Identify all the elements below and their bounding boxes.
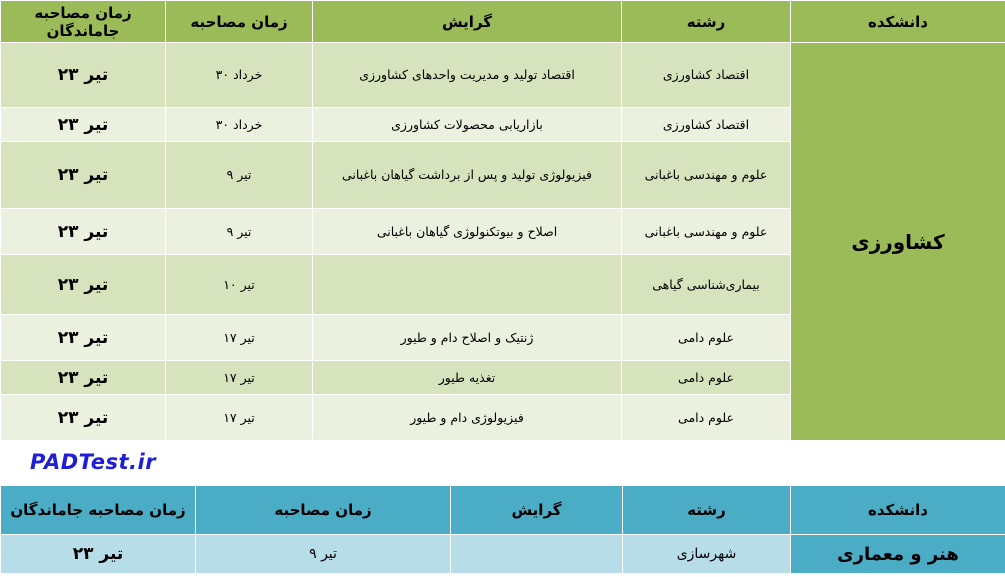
remaining-cell: ۲۳ تیر	[1, 535, 196, 574]
specialization-cell: اصلاح و بیوتکنولوژی گیاهان باغبانی	[313, 209, 622, 255]
faculty-cell: کشاورزی	[791, 43, 1005, 441]
remaining-cell: ۲۳ تیر	[1, 395, 166, 441]
header-remaining-interview: زمان مصاحبه جاماندگان	[1, 486, 196, 535]
specialization-cell: اقتصاد تولید و مدیریت واحدهای کشاورزی	[313, 43, 622, 108]
header-faculty: دانشکده	[791, 1, 1005, 43]
remaining-cell: ۲۳ تیر	[1, 361, 166, 395]
remaining-cell: ۲۳ تیر	[1, 209, 166, 255]
field-cell: علوم دامی	[622, 361, 791, 395]
interview-cell: ۱۷ تیر	[166, 315, 313, 361]
header-specialization: گرایش	[313, 1, 622, 43]
remaining-cell: ۲۳ تیر	[1, 108, 166, 142]
specialization-cell	[451, 535, 623, 574]
header-faculty: دانشکده	[791, 486, 1005, 535]
header-interview-time: زمان مصاحبه	[196, 486, 451, 535]
remaining-cell: ۲۳ تیر	[1, 142, 166, 209]
table-header-row	[1, 486, 1005, 535]
table-row	[1, 43, 1005, 108]
interview-cell: ۳۰ خرداد	[166, 43, 313, 108]
header-specialization: گرایش	[451, 486, 623, 535]
interview-cell: ۹ تیر	[166, 142, 313, 209]
field-cell: علوم دامی	[622, 395, 791, 441]
specialization-cell: بازاریابی محصولات کشاورزی	[313, 108, 622, 142]
field-cell: اقتصاد کشاورزی	[622, 43, 791, 108]
field-cell: علوم دامی	[622, 315, 791, 361]
header-field: رشته	[622, 1, 791, 43]
interview-cell: ۹ تیر	[166, 209, 313, 255]
interview-cell: ۱۰ تیر	[166, 255, 313, 315]
specialization-cell	[313, 255, 622, 315]
specialization-cell: فیزیولوژی تولید و پس از برداشت گیاهان باغبانی	[313, 142, 622, 209]
table-header-row	[1, 1, 1005, 43]
field-cell: اقتصاد کشاورزی	[622, 108, 791, 142]
field-cell: علوم و مهندسی باغبانی	[622, 142, 791, 209]
specialization-cell: تغذیه طیور	[313, 361, 622, 395]
interview-cell: ۹ تیر	[196, 535, 451, 574]
interview-cell: ۱۷ تیر	[166, 395, 313, 441]
remaining-cell: ۲۳ تیر	[1, 315, 166, 361]
remaining-cell: ۲۳ تیر	[1, 255, 166, 315]
field-cell: بیماری‌شناسی گیاهی	[622, 255, 791, 315]
header-remaining-interview: زمان مصاحبه جاماندگان	[1, 1, 166, 43]
interview-cell: ۱۷ تیر	[166, 361, 313, 395]
header-field: رشته	[623, 486, 791, 535]
remaining-cell: ۲۳ تیر	[1, 43, 166, 108]
interview-cell: ۳۰ خرداد	[166, 108, 313, 142]
padtest-watermark: PADTest.ir	[30, 450, 157, 474]
specialization-cell: فیزیولوژی دام و طیور	[313, 395, 622, 441]
field-cell: علوم و مهندسی باغبانی	[622, 209, 791, 255]
field-cell: شهرسازی	[623, 535, 791, 574]
header-interview-time: زمان مصاحبه	[166, 1, 313, 43]
table-row	[1, 535, 1005, 574]
art-architecture-table	[0, 485, 1005, 574]
specialization-cell: ژنتیک و اصلاح دام و طیور	[313, 315, 622, 361]
faculty-cell: هنر و معماری	[791, 535, 1005, 574]
